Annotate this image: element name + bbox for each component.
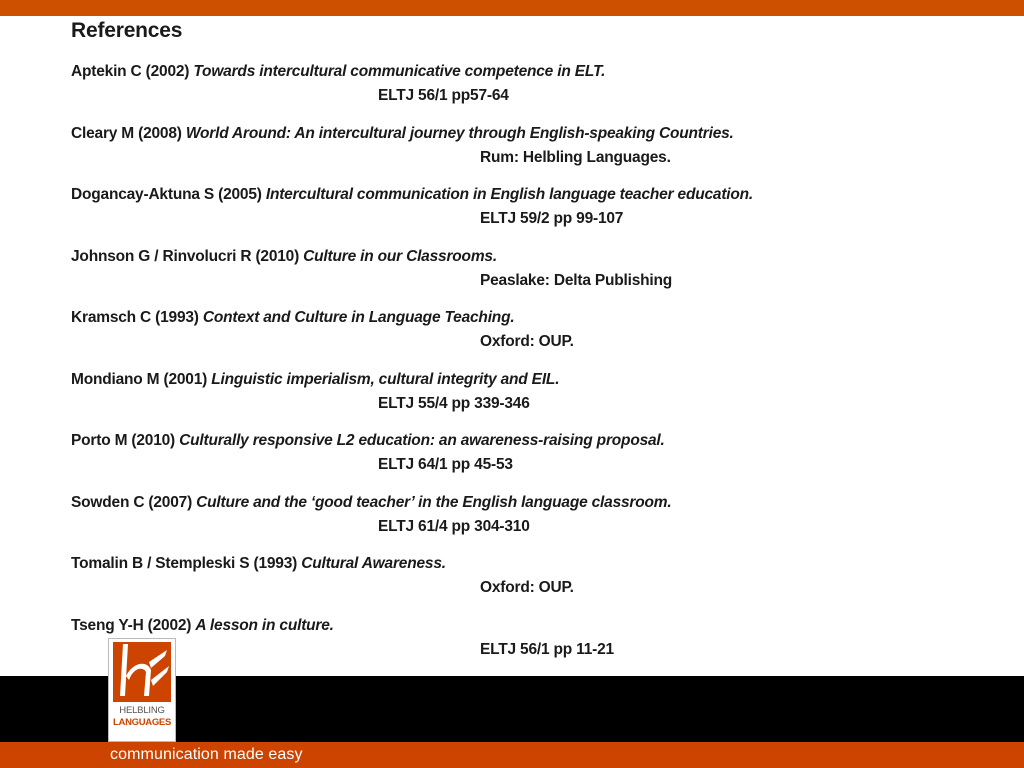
reference-work-title: Intercultural communication in English language teacher education. [265,186,754,203]
reference-item [71,125,1011,187]
reference-source: Rum: Helbling Languages. [480,148,671,166]
reference-authors: Tomalin B / Stempleski S (1993) [71,555,302,572]
reference-item [71,494,1011,556]
top-accent-bar [0,0,1024,16]
helbling-logo [108,638,176,742]
reference-work-title: Culturally responsive L2 education: an awareness-raising proposal. [179,432,665,449]
reference-work-title: Culture in our Classrooms. [303,247,497,265]
reference-source: ELTJ 64/1 pp 45-53 [378,456,513,473]
reference-item [71,63,1011,125]
reference-authors: Mondiano M (2001) [71,370,212,388]
reference-authors: Tseng Y-H (2002) [71,616,196,634]
logo-mark-icon [113,642,171,702]
page-title: References [71,19,183,42]
reference-work-title: Context and Culture in Language Teaching. [202,309,515,326]
reference-authors: Kramsch C (1993) [71,309,203,326]
reference-authors: Johnson G / Rinvolucri R (2010) [71,247,304,265]
reference-item [71,186,1011,248]
reference-source: ELTJ 59/2 pp 99-107 [480,210,624,227]
reference-authors: Dogancay-Aktuna S (2005) [71,186,266,203]
footer-tagline: communication made easy [110,746,303,763]
reference-authors: Porto M (2010) [71,432,180,449]
reference-item [71,555,1011,617]
reference-item [71,432,1011,494]
reference-source: Oxford: OUP. [480,333,574,350]
reference-list [71,63,1011,678]
reference-work-title: Cultural Awareness. [301,555,446,572]
logo-wordmark-top: HELBLING [119,705,165,716]
reference-source: ELTJ 56/1 pp57-64 [378,87,509,104]
reference-source: ELTJ 55/4 pp 339-346 [378,394,530,412]
reference-work-title: Towards intercultural communicative competence in ELT. [193,63,606,80]
reference-item [71,248,1011,310]
reference-source: Peaslake: Delta Publishing [480,271,673,289]
reference-authors: Aptekin C (2002) [71,63,194,80]
reference-source: Oxford: OUP. [480,579,574,596]
reference-work-title: Culture and the ‘good teacher’ in the English language classroom. [196,493,672,511]
reference-item [71,309,1011,371]
reference-work-title: Linguistic imperialism, cultural integrity and EIL. [211,370,560,388]
reference-authors: Sowden C (2007) [71,493,197,511]
reference-authors: Cleary M (2008) [71,124,186,142]
logo-wordmark-bottom: LANGUAGES [113,717,171,728]
reference-source: ELTJ 56/1 pp 11-21 [480,640,614,658]
reference-work-title: World Around: An intercultural journey through English-speaking Countries. [185,124,734,142]
reference-source: ELTJ 61/4 pp 304-310 [378,517,530,535]
reference-item [71,371,1011,433]
reference-work-title: A lesson in culture. [195,616,334,634]
reference-item [71,617,1011,679]
